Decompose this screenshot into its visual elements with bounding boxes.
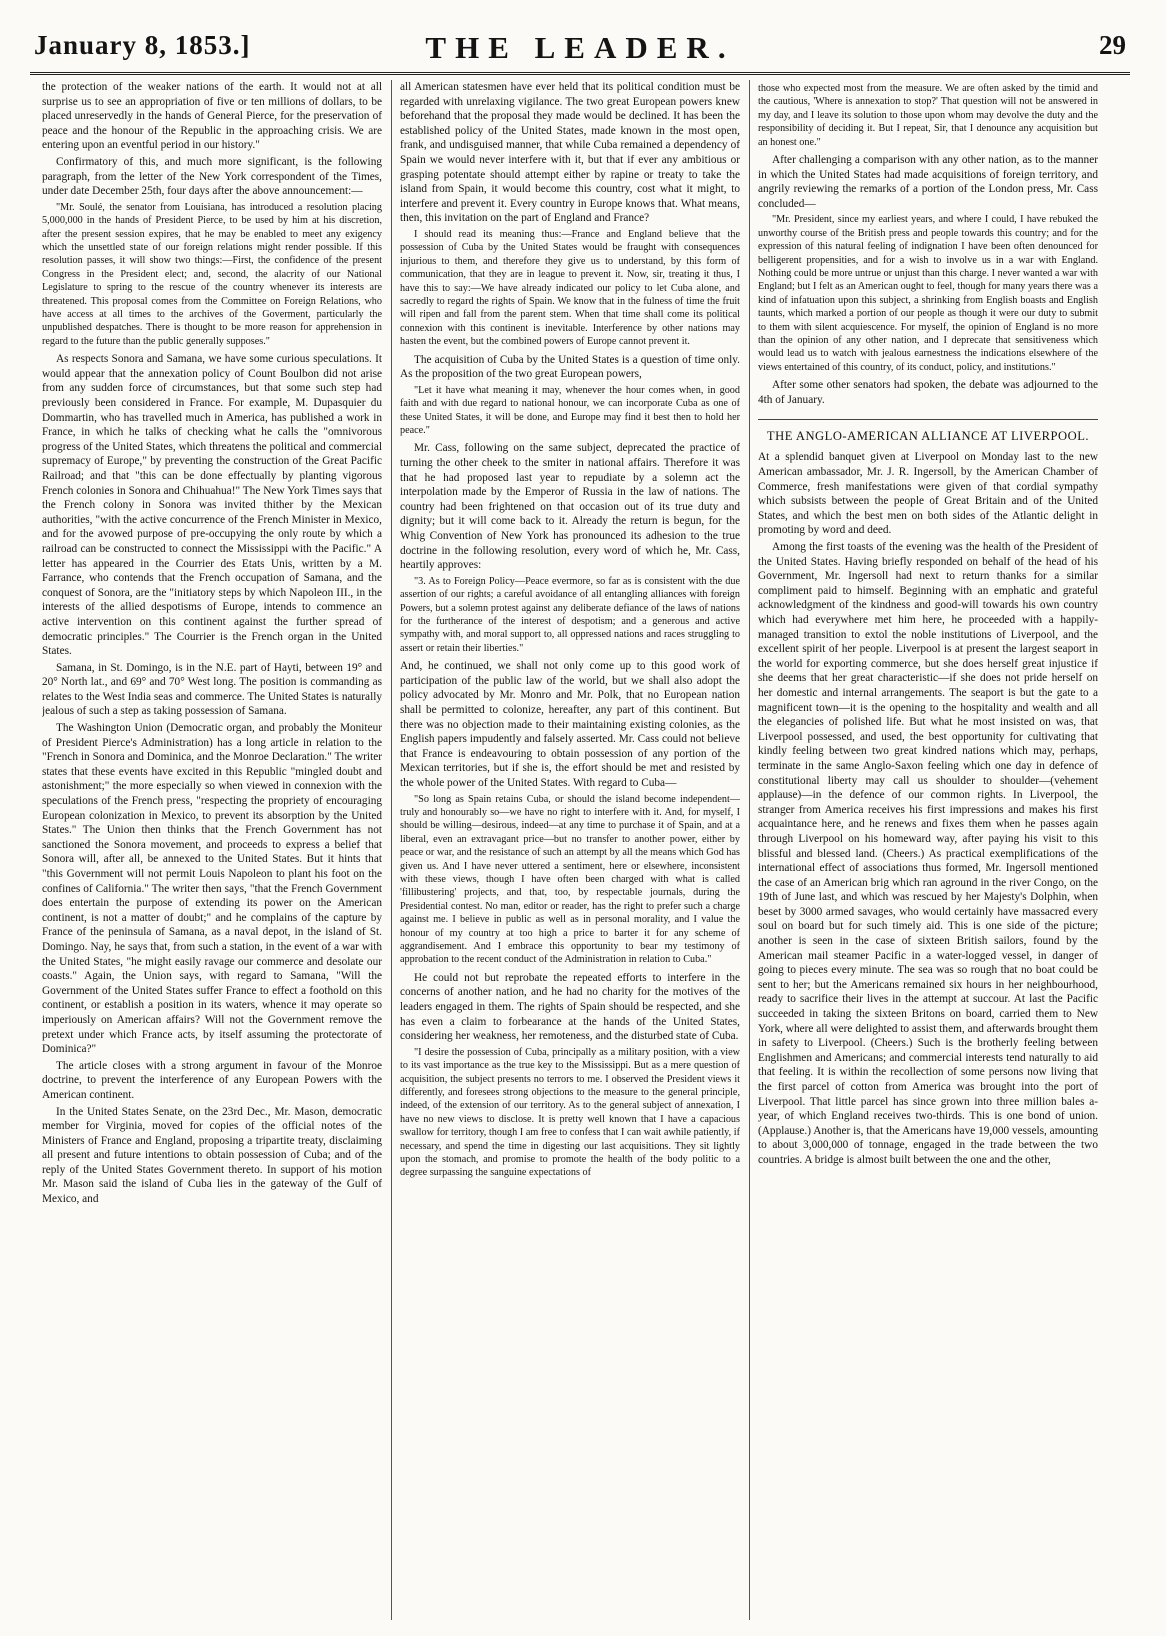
- column-2: [400, 80, 740, 1626]
- issue-date: January 8, 1853.]: [34, 30, 251, 60]
- column-divider: [391, 80, 392, 1620]
- paragraph: After some other senators had spoken, the debate was adjourned to the 4th of January.: [758, 379, 1098, 406]
- paragraph: After challenging a comparison with any other nation, as to the manner in which the United States had made acquisitions of foreign territory, and angrily reviewing the remarks of a portion of the London press, Mr. Cass concluded—: [758, 154, 1098, 210]
- paragraph: the protection of the weaker nations of the earth. It would not at all surprise us to see an appropriation of five or ten millions of dollars, to be placed unreservedly in the hands of General Pierce, for the preservation of peace and the honour of the Republic in the approaching crisis. We are entering upon an eventful period in our history.": [42, 81, 382, 152]
- column-divider: [749, 80, 750, 1620]
- quotation: I should read its meaning thus:—France and England believe that the possession of Cuba by the United States would be fraught with consequences injurious to them, and therefore they give us to understand, by this form of communication, that they are in league to prevent it. Now, sir, treating it thus, I have this to say:—We have already indicated our policy to let Cuba alone, and sacredly to regard the rights of Spain. We know that in the fulness of time the fruit will ripen and fall from the parent stem. When that time shall come its political connexion with this continent is inevitable. Interference by other nations may hasten the event, but the combined powers of Europe cannot prevent it.: [400, 228, 740, 348]
- paragraph: He could not but reprobate the repeated efforts to interfere in the concerns of another nation, and he had no charity for the motives of the leaders engaged in them. The rights of Spain should be respected, and she has even a claim to forbearance at the hands of the United States, considering her weakness, her remoteness, and the disturbed state of Cuba.: [400, 971, 740, 1043]
- quotation: "I desire the possession of Cuba, principally as a military position, with a view to its vast importance as the true key to the Mississippi. But as a mere question of acquisition, the subject presents no terrors to me. I observed the President views it differently, and foresees strong objections to the measure to the general principle, indeed, of the extension of our territory. As to the general subject of annexation, I have no new views to disclose. It is pretty well known that I have a capacious swallow for territory, though I am free to confess that I can wait awhile patiently, if necessary, and spend the time in digesting our last acquisitions. They sit lightly upon the stomach, and promise to promote the health of the body politic to a degree surpassing the sanguine expectations of: [400, 1046, 740, 1179]
- paragraph: all American statesmen have ever held that its political condition must be regarded with unrelaxing vigilance. The two great European powers knew beforehand that the proposal they made would be declined. It has been the established policy of the United States, made known in the most open, frank, and undisguised manner, that while Cuba remained a dependency of Spain we would never interfere with it, but that if ever any ambitious or grasping potentate should attempt either by rapine or treaty to take the island from Spain, it would become this country, cost what it might, to interfere and prevent it. Every country in Europe knows that. What means, then, this invitation on the part of England and France?: [400, 81, 740, 225]
- paragraph: And, he continued, we shall not only come up to this good work of participation of the public law of the world, but we shall also adopt the policy advocated by Mr. Monro and Mr. Polk, that no European nation shall be permitted to colonize, hereafter, any part of this continent. But there was no objection made to their maintaining existing colonies, as the English papers impudently and falsely asserted. Mr. Cass could not believe that France is endeavouring to obtain possession of any portion of the Mexican territories, but if she is, the effort should be met and resisted by the whole power of the United States. With regard to Cuba—: [400, 660, 740, 789]
- newspaper-title: THE LEADER.: [425, 30, 735, 65]
- paragraph: Among the first toasts of the evening was the health of the President of the United States. Having briefly responded on behalf of the head of his Government, Mr. Ingersoll had next to return thanks for a similar compliment paid to himself. Beginning with an emphatic and grateful acknowledgment of the kindness and good-will towards his own country which had everywhere met him here, he proceeded with a happily-managed transition to extol the noble institutions of Liverpool, and the excellent spirit of her people. Liverpool is at present the largest seaport in the world for exporting commerce, but she does herself great injustice if she deems that her great characteristic—if she does not pride herself on her domestic and internal arrangements. The seaport is but the gate to a magnificent town—it is the opening to the hospitality and wealth and all the elegancies of polished life. But what he most insisted on was, that Liverpool possessed, and used, the best opportunity for cultivating that kindly feeling between two great kindred nations which may, perhaps, terminate in the same Anglo-Saxon feeling which one day in defence of constitutional liberty may call us shoulder to shoulder—(vehement applause)—in the defence of our common rights. In Liverpool, the stranger from America receives his first impressions and makes his first acquaintance here, and he renews and fixes them when he passes again through Liverpool on his homeward way, after paying his visit to this blissful and blessed land. (Cheers.) As practical exemplifications of the international effect of associations thus formed, Mr. Ingersoll mentioned the case of an American brig which ran aground in the river Congo, on the 19th of June last, and which was rescued by her Majesty's Dolphin, when beset by 3000 armed savages, who would certainly have massacred every soul on board but for such timely aid. This is one side of the picture; another is seen in the case of sixteen British sailors, found by the American mail steamer Pacific in a water-logged vessel, in danger of going to pieces every minute. The sea was so rough that no boat could be sent to her; but the Americans remained six hours in her neighbourhood, ready to sacrifice their lives in the attempt at succour. At last the Pacific succeeded in taking the sixteen Britons on board, carried them to New York, where all were delighted to assist them, and afterwards brought them in safety to Liverpool. (Cheers.) Such is the brotherly feeling between Englishmen and Americans; and commercial interests tend naturally to aid that feeling. It is within the recollection of some persons now living that the first parcel of cotton from America was brought into the port of Liverpool. That little parcel has since grown into three million bales a-year, of which England receives two-thirds. This is one bond of union. (Applause.) Another is, that the Americans have 19,000 vessels, amounting to about 3,000,000 of tonnage, engaged in the trade between the two countries. A bridge is almost built between the one and the other,: [758, 541, 1098, 1166]
- quotation: "So long as Spain retains Cuba, or should the island become independent—truly and honourably so—we have no right to interfere with it. And, for myself, I should be willing—desirous, indeed—at any time to purchase it of Spain, and at a liberal, even an extravagant price—but no transfer to another power, either by peace or war, and the resistance of such an attempt by all the means which God has given us. And I have never uttered a sentiment, here or elsewhere, inconsistent with these views, though I have often been charged with what is called 'fillibustering' projects, and that, too, by respectable journals, during the Presidential contest. No man, editor or reader, has the right to prefer such a charge against me. I believe in public as well as in personal morality, and I value the honour of my country at too high a price to barter it for any scheme of aggrandisement. And I embrace this opportunity to bear my testimony of approbation to the recent conduct of the Administration in relation to Cuba.": [400, 793, 740, 966]
- column-1: [42, 80, 382, 1626]
- paragraph: In the United States Senate, on the 23rd Dec., Mr. Mason, democratic member for Virginia, moved for copies of the official notes of the Ministers of France and England, proposing a tripartite treaty, disclaiming all present and future intentions to obtain possession of Cuba; and of the reply of the United States Government thereto. In support of his motion Mr. Mason said the island of Cuba lies in the gateway of the Gulf of Mexico, and: [42, 1105, 382, 1206]
- quotation: those who expected most from the measure. We are often asked by the timid and the cautious, 'Where is annexation to stop?' That question will not be answered in my day, and I leave its solution to those upon whom may devolve the duty and the responsibility of deciding it. But I repeat, Sir, that I denounce any acquisition but an honest one.": [758, 83, 1098, 148]
- paragraph: As respects Sonora and Samana, we have some curious speculations. It would appear that the annexation policy of Count Boulbon did not arise from any sudden force of circumstances, but that some such step had previously been considered in France. For example, M. Dupasquier du Dommartin, who has travelled much in America, has published a work in France, in which he talks of checking what he calls the "omnivorous progress of the United States, which threatens the political and commercial supremacy of Europe," by preventing the construction of the Great Pacific Railroad; and that "this can be done effectually by planting vigorous French colonies in Sonora and Chihuahua!" The New York Times says that the French colony in Sonora was invited thither by the Mexican authorities, "with the active concurrence of the French Minister in Mexico, and for the avowed purpose of pre-occupying the only route by which a railroad can be constructed to connect the Mississippi with the Pacific." A letter has appeared in the Courrier des Etats Unis, written by a M. Farrance, who contends that the French occupation of Samana, and the conquest of Sonora, are the "initiatory steps by which Napoleon III., in the interests of the allied despotisms of Europe, intends to commence an active intervention on this continent against the further spread of democratic principles." The Courrier is the French organ in the United States.: [42, 353, 382, 658]
- article-heading: THE ANGLO-AMERICAN ALLIANCE AT LIVERPOOL.: [758, 419, 1098, 444]
- quotation: "Mr. Soulé, the senator from Louisiana, has introduced a resolution placing 5,000,000 in the hands of President Pierce, to be used by him at his discretion, after the present session expires, that he may be enabled to meet any exigency which the unsettled state of our foreign relations might render possible. If this resolution passes, it will show two things:—First, the confidence of the present Congress in the President elect; and, second, the alacrity of our National Legislature to spring to the rescue of the country whenever its interests are threatened. This proposal comes from the Committee on Foreign Relations, who have access at all times to the archives of the Goverment, particularly the unpublished despatches. There is thought to be more reason for apprehension in regard to the future than the public generally supposes.": [42, 201, 382, 347]
- masthead: [30, 26, 1130, 75]
- paragraph: The acquisition of Cuba by the United States is a question of time only. As the proposition of the two great European powers,: [400, 353, 740, 381]
- quotation: "3. As to Foreign Policy—Peace evermore, so far as is consistent with the due assertion of our rights; a careful avoidance of all entangling alliances with foreign Powers, but a solemn protest against any deliberate defiance of the laws of nations for the furtherance of the interest of despotism; and a generous and active sympathy with, and moral support to, all oppressed nations and races struggling to assert or retain their liberties.": [400, 575, 740, 654]
- quotation: "Let it have what meaning it may, whenever the hour comes when, in good faith and with due regard to national honour, we can incorporate Cuba as one of these United States, it will be done, and Europe may find it best then to hold her peace.": [400, 384, 740, 436]
- paragraph: At a splendid banquet given at Liverpool on Monday last to the new American ambassador, Mr. J. R. Ingersoll, by the American Chamber of Commerce, fresh manifestations were given of that cordial sympathy which subsists between the people of Great Britain and of the United States, and which the best men on both sides of the Atlantic delight in promoting by word and deed.: [758, 451, 1098, 537]
- paragraph: Mr. Cass, following on the same subject, deprecated the practice of turning the other cheek to the smiter in national affairs. Therefore it was that he had proposed last year to repudiate by a solemn act the interpolation made by the Emperor of Russia in the law of nations. The country had been frightened on that occasion out of its true duty and dignity; but it will come back to it. Already the return is begun, for the Whig Convention of New York has pronounced its adhesion to the true doctrine in the following resolution, every word of which he, Mr. Cass, heartily approves:: [400, 442, 740, 572]
- quotation: "Mr. President, since my earliest years, and where I could, I have rebuked the unworthy course of the British press and people towards this country; and for the expression of this natural feeling of indignation I have been often denounced for belligerent propensities, and for a wish to involve us in a war with England. Nothing could be more untrue or unjust than this charge. I never wanted a war with England; but I felt as an American ought to feel, though for many years there was a kind of infatuation upon this subject, a shrinking from English boasts and English taunts, which marked a portion of our people as though it were our duty to submit to them with silent acquiescence. For myself, the opinion of England is no more than the opinion of any other nation, and I deprecate that sensitiveness which would lead us to watch with jealous earnestness the indications elsewhere of the views entertained of this country, of its conduct, policy, and institutions.": [758, 214, 1098, 373]
- paragraph: Samana, in St. Domingo, is in the N.E. part of Hayti, between 19° and 20° North lat., and 69° and 70° West long. The position is commanding as relates to the West India seas and commerce. The United States is naturally jealous of such a step as taking possession of Samana.: [42, 661, 382, 718]
- paragraph: Confirmatory of this, and much more significant, is the following paragraph, from the letter of the New York correspondent of the Times, under date December 25th, four days after the above announcement:—: [42, 155, 382, 198]
- page-number: 29: [1099, 30, 1126, 60]
- column-3: [758, 80, 1098, 1626]
- paragraph: The article closes with a strong argument in favour of the Monroe doctrine, to prevent the interference of any European Powers with the American continent.: [42, 1059, 382, 1101]
- paragraph: The Washington Union (Democratic organ, and probably the Moniteur of President Pierce's Administration) has a long article in relation to the "French in Sonora and Dominica, and the Monroe Declaration." The writer states that these events have excited in this Republic "mingled doubt and astonishment;" the more especially so when viewed in connexion with the speculations of the French press, "respecting the propriety of encouraging European colonization in Mexico, to prevent its absorption by the United States." The Union then thinks that the French Government has not sanctioned the Sonora movement, and proceeds to express a belief that Sonora will, after all, be annexed to the United States. But it hints that "this Government will not permit Louis Napoleon to plant his foot on the confines of California." The writer then says, "that the French Government does entertain the purpose of extending its power on the American continent, is not a matter of doubt;" and he complains of the capture by France of the peninsula of Samana, as a naval depot, in the island of St. Domingo. Nay, he says that, from such a station, in the event of a war with the United States, "he might easily ravage our commerce and desolate our coasts." Again, the Union says, with regard to Samana, "Will the Government of the United States suffer France to effect a foothold on this continent, or establish a position in its waters, whence it may operate so imperiously on American affairs? Will not the Government remove the pretext under which France acts, by itself assuming the protectorate of Dominica?": [42, 722, 382, 1056]
